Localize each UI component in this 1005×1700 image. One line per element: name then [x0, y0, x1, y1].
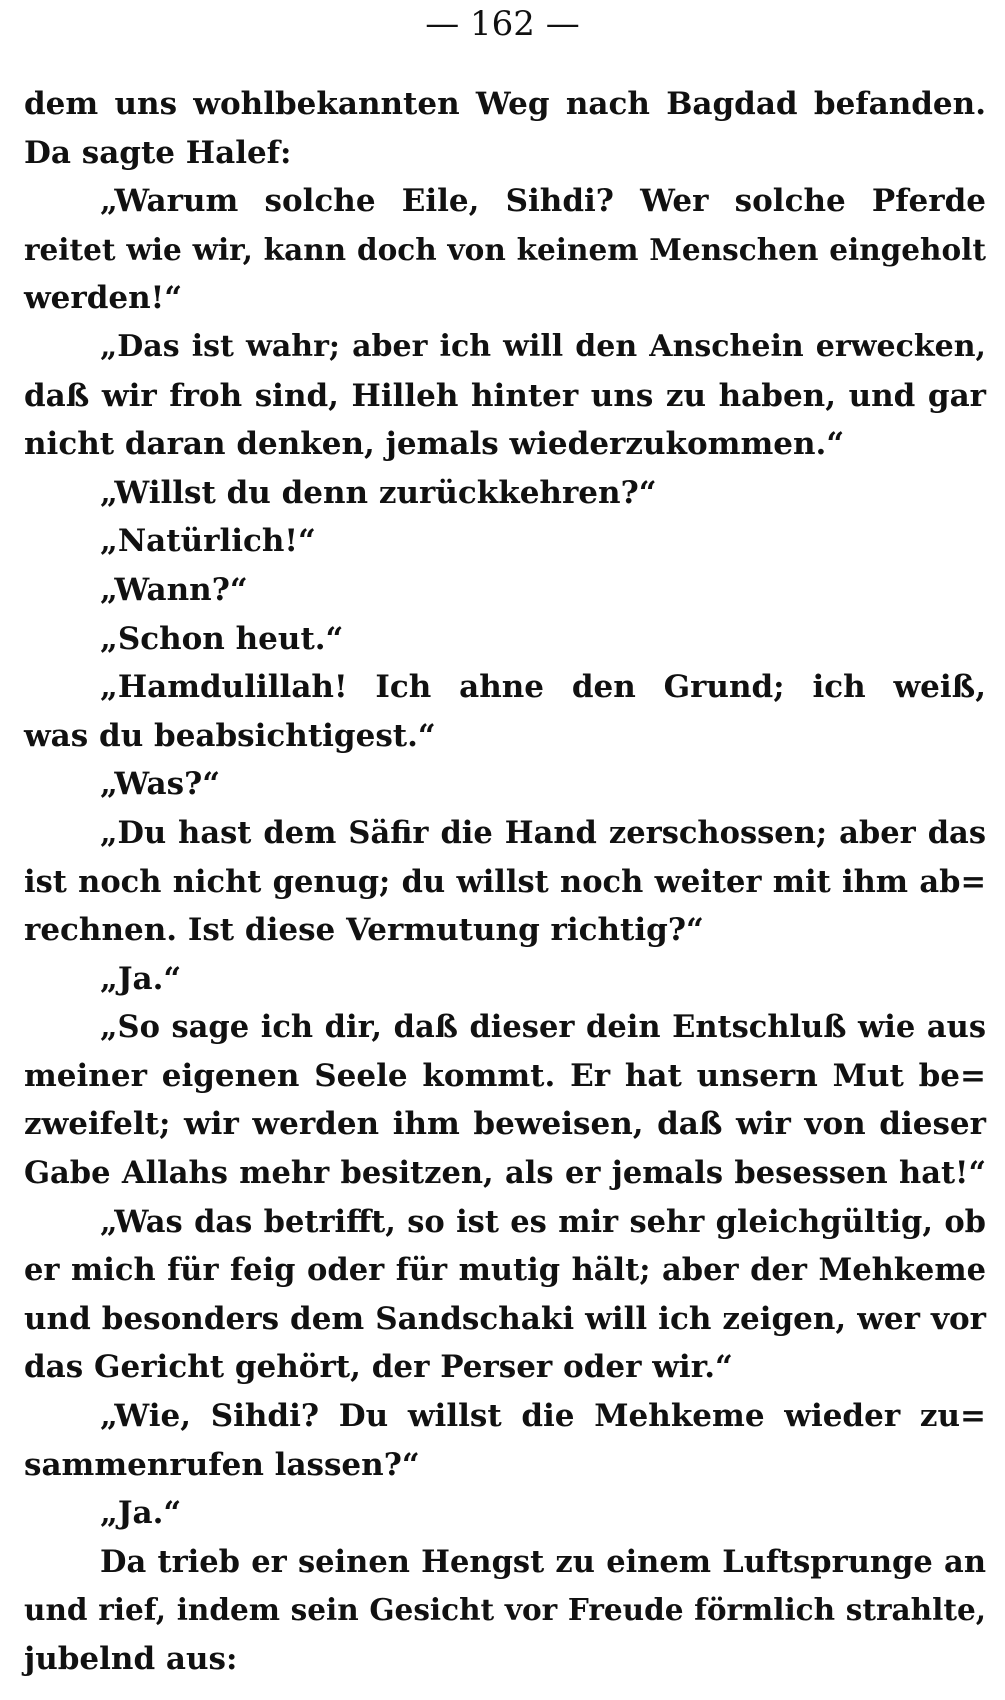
text-line: „Du hast dem Säfir die Hand zerschossen; aber das: [100, 814, 986, 851]
text-line: daß wir froh sind, Hilleh hinter uns zu haben, und gar: [24, 377, 986, 414]
text-line: „Das ist wahr; aber ich will den Anschein erwecken,: [100, 328, 986, 364]
text-line: ist noch nicht genug; du willst noch weiter mit ihm ab=: [24, 863, 986, 900]
text-line: „Was das betrifft, so ist es mir sehr gleichgültig, ob: [100, 1203, 986, 1240]
text-line: und besonders dem Sandschaki will ich zeigen, wer vor: [24, 1300, 986, 1337]
text-line: „Hamdulillah! Ich ahne den Grund; ich weiß,: [100, 669, 986, 706]
text-line: dem uns wohlbekannten Weg nach Bagdad befanden.: [24, 86, 986, 122]
text-line: „Willst du denn zurückkehren?“: [100, 474, 657, 511]
text-line: Da sagte Halef:: [24, 134, 292, 171]
text-line: „Ja.“: [100, 1495, 182, 1532]
text-line: sammenrufen lassen?“: [24, 1446, 420, 1483]
text-line: das Gericht gehört, der Perser oder wir.“: [24, 1349, 733, 1386]
text-line: und rief, indem sein Gesicht vor Freude förmlich strahlte,: [24, 1592, 986, 1628]
text-line: „Wann?“: [100, 571, 248, 608]
page-text: [24, 80, 986, 1684]
text-line: „Was?“: [100, 766, 221, 803]
text-line: reitet wie wir, kann doch von keinem Menschen eingeholt: [24, 231, 986, 267]
text-line: „Schon heut.“: [100, 620, 344, 657]
page-number: — 162 —: [425, 4, 580, 44]
text-line: Da trieb er seinen Hengst zu einem Luftsprunge an: [100, 1543, 986, 1580]
text-line: meiner eigenen Seele kommt. Er hat unsern Mut be=: [24, 1057, 986, 1094]
text-line: jubelnd aus:: [24, 1641, 238, 1677]
text-line: werden!“: [24, 280, 183, 317]
text-line: „Ja.“: [100, 960, 182, 997]
text-line: „Wie, Sihdi? Du willst die Mehkeme wieder zu=: [100, 1398, 986, 1435]
text-line: er mich für feig oder für mutig hält; aber der Mehkeme: [24, 1252, 986, 1289]
text-line: Gabe Allahs mehr besitzen, als er jemals besessen hat!“: [24, 1155, 986, 1192]
text-line: nicht daran denken, jemals wiederzukommen.“: [24, 426, 845, 463]
text-line: „Natürlich!“: [100, 523, 316, 560]
text-line: rechnen. Ist diese Vermutung richtig?“: [24, 912, 704, 949]
text-line: „Warum solche Eile, Sihdi? Wer solche Pferde: [100, 183, 986, 220]
text-line: zweifelt; wir werden ihm beweisen, daß wir von dieser: [24, 1106, 986, 1143]
text-line: was du beabsichtigest.“: [24, 717, 436, 754]
text-line: „So sage ich dir, daß dieser dein Entschluß wie aus: [100, 1009, 986, 1046]
